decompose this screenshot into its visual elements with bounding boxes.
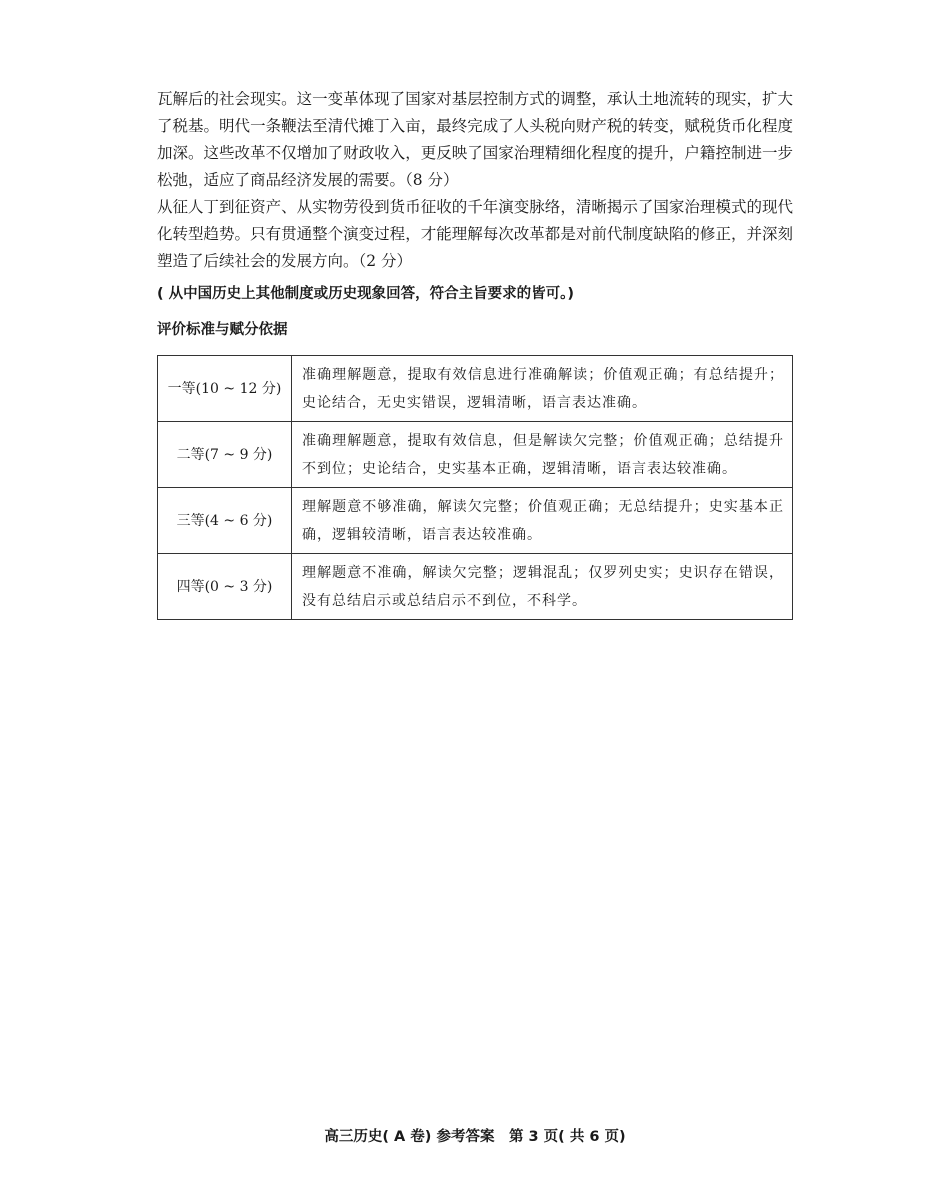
answer-paragraph-1: 瓦解后的社会现实。这一变革体现了国家对基层控制方式的调整，承认土地流转的现实，扩大了税基。明代一条鞭法至清代摊丁入亩，最终完成了人头税向财产税的转变，赋税货币化程度加深。这些改革不仅增加了财政收入，更反映了国家治理精细化程度的提升，户籍控制进一步松弛，适应了商品经济发展的需要。（8 分） [157, 90, 793, 189]
answer-note: ( 从中国历史上其他制度或历史现象回答，符合主旨要求的皆可。) [157, 286, 575, 302]
description-cell: 理解题意不够准确，解读欠完整；价值观正确；无总结提升；史实基本正确，逻辑较清晰，语言表达较准确。 [292, 488, 793, 554]
criteria-heading: 评价标准与赋分依据 [157, 322, 288, 338]
answer-paragraph-2: 从征人丁到征资产、从实物劳役到货币征收的千年演变脉络，清晰揭示了国家治理模式的现代化转型趋势。只有贯通整个演变过程，才能理解每次改革都是对前代制度缺陷的修正，并深刻塑造了后续社会的发展方向。（2 分） [157, 198, 793, 270]
description-cell: 理解题意不准确，解读欠完整；逻辑混乱；仅罗列史实；史识存在错误，没有总结启示或总结启示不到位，不科学。 [292, 554, 793, 620]
grade-cell: 四等(0 ~ 3 分) [158, 554, 292, 620]
grade-cell: 二等(7 ~ 9 分) [158, 422, 292, 488]
description-cell: 准确理解题意，提取有效信息进行准确解读；价值观正确；有总结提升；史论结合，无史实错误，逻辑清晰，语言表达准确。 [292, 356, 793, 422]
table-row [158, 422, 793, 488]
description-cell: 准确理解题意，提取有效信息，但是解读欠完整；价值观正确；总结提升不到位；史论结合，史实基本正确，逻辑清晰，语言表达较准确。 [292, 422, 793, 488]
grade-cell: 一等(10 ~ 12 分) [158, 356, 292, 422]
table-row [158, 488, 793, 554]
answer-content [157, 86, 793, 620]
table-row [158, 554, 793, 620]
criteria-table [157, 355, 793, 620]
table-row [158, 356, 793, 422]
page-footer: 高三历史( A 卷) 参考答案 第 3 页( 共 6 页) [324, 1129, 626, 1145]
grade-cell: 三等(4 ~ 6 分) [158, 488, 292, 554]
